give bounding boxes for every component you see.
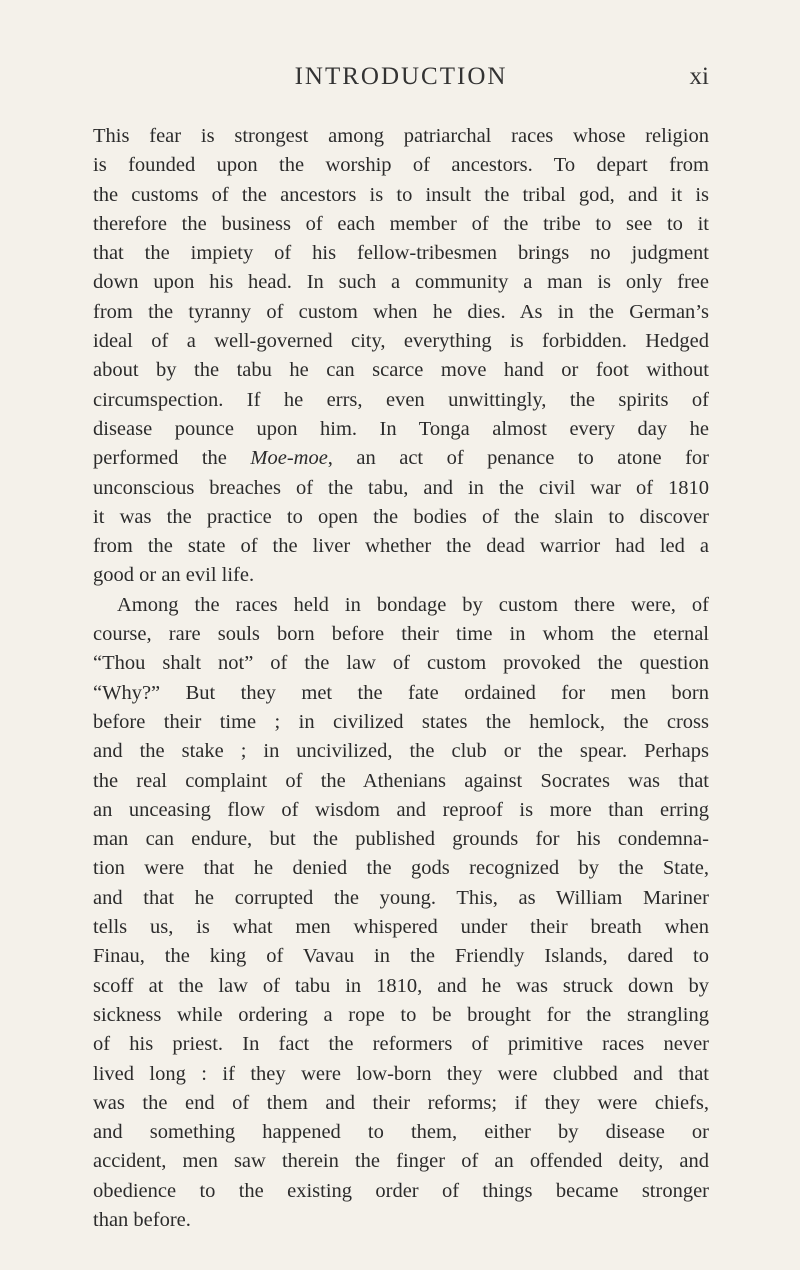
text-line: tion were that he denied the gods recognized by the State, <box>93 857 709 880</box>
text-line: course, rare souls born before their time in whom the eternal <box>93 623 709 646</box>
text-line: therefore the business of each member of the tribe to see to it <box>93 212 709 235</box>
text-line: lived long : if they were low-born they were clubbed and that <box>93 1062 709 1085</box>
text-line-with-italic <box>93 444 709 473</box>
text-line: unconscious breaches of the tabu, and in the civil war of 1810 <box>93 476 709 499</box>
text-line: is founded upon the worship of ancestors. To depart from <box>93 154 709 177</box>
text-line: “Why?” But they met the fate ordained for men born <box>93 681 709 704</box>
text-line: man can endure, but the published grounds for his condemna- <box>93 828 709 851</box>
text-line: it was the practice to open the bodies of the slain to discover <box>93 505 709 528</box>
text-line: accident, men saw therein the finger of an offended deity, and <box>93 1150 709 1173</box>
text-line: the customs of the ancestors is to insult the tribal god, and it is <box>93 183 709 206</box>
text-line: and that he corrupted the young. This, as William Mariner <box>93 886 709 909</box>
text-line: from the state of the liver whether the dead warrior had led a <box>93 535 709 558</box>
text-line: Finau, the king of Vavau in the Friendly Islands, dared to <box>93 945 709 968</box>
text-line: and something happened to them, either by disease or <box>93 1121 709 1144</box>
paragraph-start-line: Among the races held in bondage by custom there were, of <box>117 593 709 616</box>
text-line: disease pounce upon him. In Tonga almost every day he <box>93 417 709 440</box>
text-line: obedience to the existing order of things became stronger <box>93 1179 709 1202</box>
text-line: ideal of a well-governed city, everything is forbidden. Hedged <box>93 330 709 353</box>
text-line: down upon his head. In such a community a man is only free <box>93 271 709 294</box>
text-line: and the stake ; in uncivilized, the club or the spear. Perhaps <box>93 740 709 763</box>
text-line: before their time ; in civilized states the hemlock, the cross <box>93 710 709 733</box>
running-head <box>93 62 709 92</box>
text-line: scoff at the law of tabu in 1810, and he was struck down by <box>93 974 709 997</box>
text-line: circumspection. If he errs, even unwittingly, the spirits of <box>93 388 709 411</box>
paragraph-end-line: than before. <box>93 1208 191 1231</box>
text-line: an unceasing flow of wisdom and reproof is more than erring <box>93 798 709 821</box>
text-line: that the impiety of his fellow-tribesmen brings no judgment <box>93 242 709 265</box>
text-segment: , an act of penance to atone for <box>327 447 709 470</box>
text-line: tells us, is what men whispered under their breath when <box>93 916 709 939</box>
text-line: from the tyranny of custom when he dies. As in the German’s <box>93 300 709 323</box>
text-line: This fear is strongest among patriarchal races whose religion <box>93 125 709 147</box>
text-line: sickness while ordering a rope to be brought for the strangling <box>93 1003 709 1026</box>
italic-term: Moe-moe <box>250 447 328 470</box>
running-title: INTRODUCTION <box>294 63 508 90</box>
page-number: xi <box>689 63 709 90</box>
text-line: “Thou shalt not” of the law of custom provoked the question <box>93 652 709 675</box>
text-line: about by the tabu he can scarce move hand or foot without <box>93 359 709 382</box>
body-text <box>93 122 709 1235</box>
text-segment: performed the <box>93 447 251 470</box>
text-line: the real complaint of the Athenians against Socrates was that <box>93 769 709 792</box>
text-line: of his priest. In fact the reformers of primitive races never <box>93 1033 709 1056</box>
text-line: was the end of them and their reforms; if they were chiefs, <box>93 1091 709 1114</box>
paragraph-end-line: good or an evil life. <box>93 564 255 587</box>
